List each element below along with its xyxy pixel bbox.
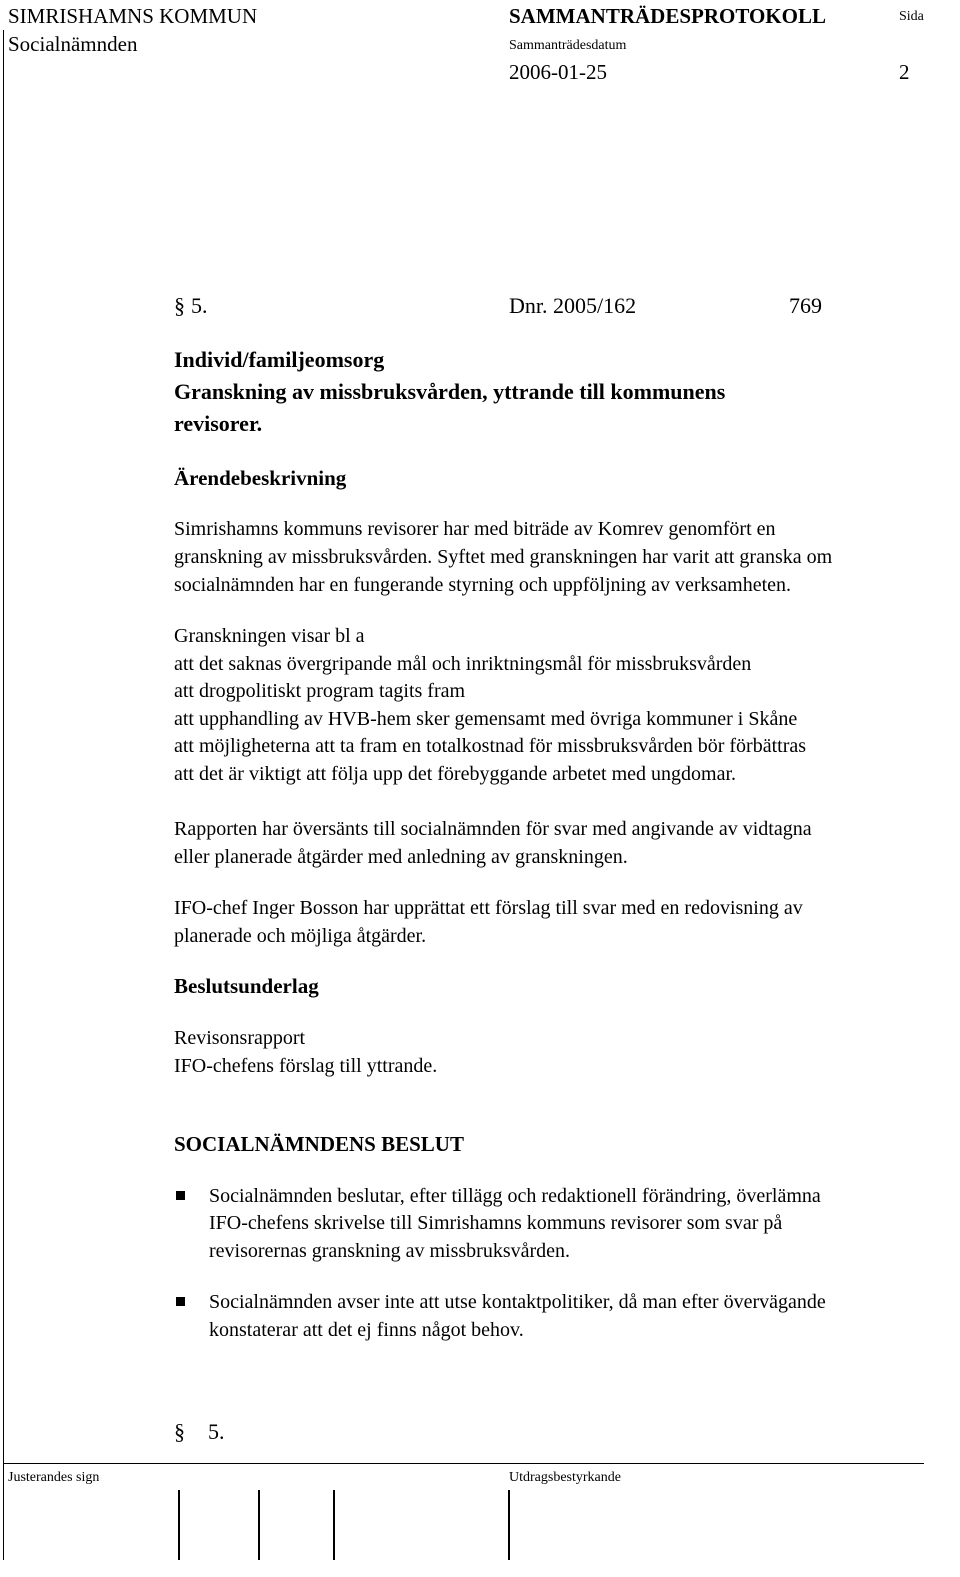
header-page-number: 2 xyxy=(899,60,910,84)
header-doc-type: SAMMANTRÄDESPROTOKOLL xyxy=(509,4,826,28)
footer-sign-label: Justerandes sign xyxy=(8,1470,100,1485)
section-dnr: Dnr. 2005/162 xyxy=(509,293,637,318)
section-number: 5. xyxy=(191,293,208,318)
header-org: SIMRISHAMNS KOMMUN xyxy=(8,4,258,28)
description-para1-line: Simrishamns kommuns revisorer har med biträde av Komrev genomfört en xyxy=(174,518,776,540)
section-title-line-3: revisorer. xyxy=(174,411,263,436)
closing-number: 5. xyxy=(208,1419,225,1444)
description-para4-line: planerade och möjliga åtgärder. xyxy=(174,925,427,947)
description-para3-line: eller planerade åtgärder med anledning av granskningen. xyxy=(174,846,628,868)
decision-bullet-2-line: konstaterar att det ej finns något behov. xyxy=(209,1319,524,1341)
decision-bullet-2-line: Socialnämnden avser inte att utse kontaktpolitiker, då man efter övervägande xyxy=(209,1291,826,1313)
signature-box-divider xyxy=(508,1490,510,1560)
footer-top-rule xyxy=(3,1463,924,1464)
decision-heading: SOCIALNÄMNDENS BESLUT xyxy=(174,1132,464,1156)
description-para2-line: att det saknas övergripande mål och inriktningsmål för missbruksvården xyxy=(174,653,752,675)
basis-heading: Beslutsunderlag xyxy=(174,974,319,998)
footer-certified-label: Utdragsbestyrkande xyxy=(509,1470,621,1485)
basis-item: Revisonsrapport xyxy=(174,1027,306,1049)
left-margin-rule xyxy=(3,30,4,1560)
section-title-line-2: Granskning av missbruksvården, yttrande till kommunens xyxy=(174,379,726,404)
paragraph-sign: § xyxy=(174,293,185,318)
description-para2-line: att det är viktigt att följa upp det förebyggande arbetet med ungdomar. xyxy=(174,763,737,785)
description-para4-line: IFO-chef Inger Bosson har upprättat ett förslag till svar med en redovisning av xyxy=(174,897,803,919)
description-para2-line: att drogpolitiskt program tagits fram xyxy=(174,680,466,702)
decision-bullet-1-line: IFO-chefens skrivelse till Simrishamns kommuns revisorer som svar på xyxy=(209,1212,783,1234)
signature-box-divider xyxy=(333,1490,335,1560)
signature-box-divider xyxy=(178,1490,180,1560)
description-para2-line: att möjligheterna att ta fram en totalkostnad för missbruksvården bör förbättras xyxy=(174,735,807,757)
header-page-label: Sida xyxy=(899,9,924,24)
description-para2-line: att upphandling av HVB-hem sker gemensamt med övriga kommuner i Skåne xyxy=(174,708,798,730)
description-para1-line: granskning av missbruksvården. Syftet med granskningen har varit att granska om xyxy=(174,546,833,568)
bullet-square-icon xyxy=(176,1297,185,1306)
section-title-line-1: Individ/familjeomsorg xyxy=(174,347,385,372)
closing-paragraph-sign: § xyxy=(174,1419,185,1444)
bullet-square-icon xyxy=(176,1191,185,1200)
description-para1-line: socialnämnden har en fungerande styrning och uppföljning av verksamheten. xyxy=(174,574,792,596)
header-dept: Socialnämnden xyxy=(8,32,138,56)
basis-item: IFO-chefens förslag till yttrande. xyxy=(174,1055,438,1077)
description-para2-line: Granskningen visar bl a xyxy=(174,625,365,647)
description-para3-line: Rapporten har översänts till socialnämnden för svar med angivande av vidtagna xyxy=(174,818,812,840)
decision-bullet-1-line: revisorernas granskning av missbruksvården. xyxy=(209,1240,571,1262)
description-heading: Ärendebeskrivning xyxy=(174,466,347,490)
header-date-label: Sammanträdesdatum xyxy=(509,38,627,53)
section-code: 769 xyxy=(789,293,822,318)
header-date: 2006-01-25 xyxy=(509,60,607,84)
signature-box-divider xyxy=(258,1490,260,1560)
decision-bullet-1-line: Socialnämnden beslutar, efter tillägg och redaktionell förändring, överlämna xyxy=(209,1185,821,1207)
